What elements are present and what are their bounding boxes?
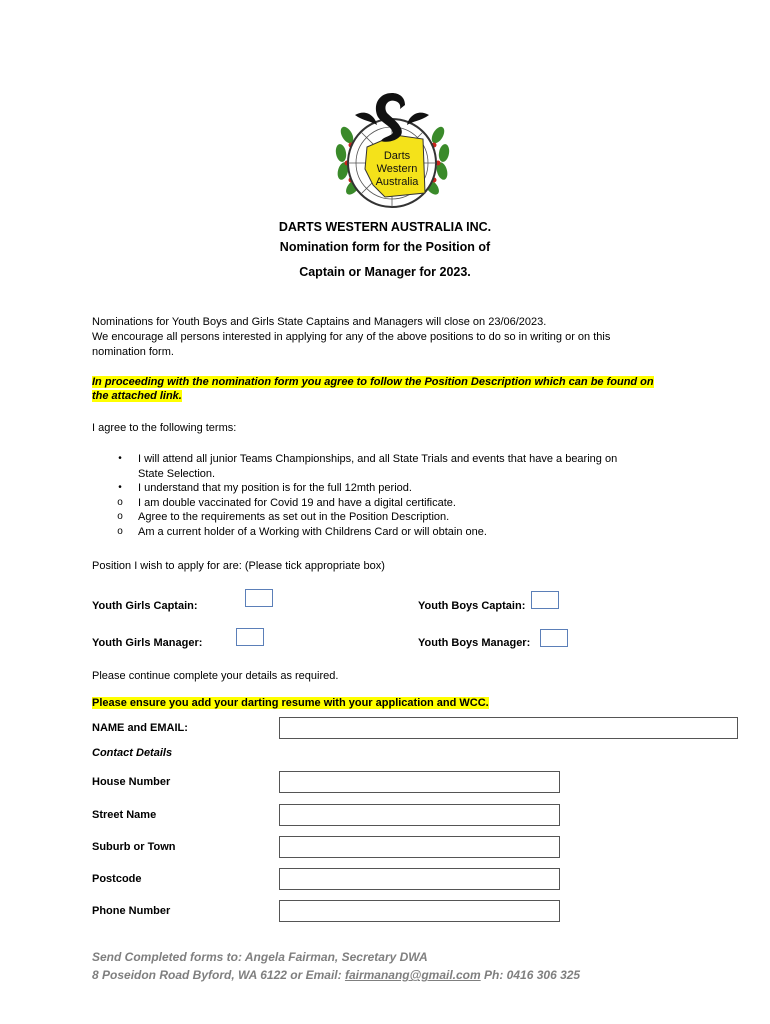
intro-line3: nomination form. (92, 346, 174, 358)
org-heading: DARTS WESTERN AUSTRALIA INC. (278, 220, 492, 234)
form-title-line1: Nomination form for the Position of (279, 240, 491, 254)
phone-number-field[interactable] (279, 900, 560, 922)
list-item: o I am double vaccinated for Covid 19 and have a digital certificate. (117, 496, 456, 509)
suburb-field[interactable] (279, 836, 560, 858)
youth-girls-manager-checkbox[interactable] (236, 628, 264, 646)
resume-notice: Please ensure you add your darting resume with your application and WCC. (92, 697, 489, 709)
postcode-label: Postcode (92, 873, 142, 885)
footer-phone: Ph: 0416 306 325 (480, 968, 581, 982)
footer-line2 (92, 966, 580, 984)
youth-boys-captain-label: Youth Boys Captain: (418, 600, 526, 612)
phone-number-label: Phone Number (92, 905, 171, 917)
footer-line1: Send Completed forms to: Angela Fairman, Secretary DWA (92, 950, 428, 964)
name-email-label: NAME and EMAIL: (92, 722, 188, 734)
continue-instruction: Please continue complete your details as required. (92, 670, 339, 682)
terms-list (92, 452, 692, 539)
logo-line-darts: Darts (383, 150, 411, 162)
suburb-label: Suburb or Town (92, 841, 176, 853)
street-name-label: Street Name (92, 809, 157, 821)
postcode-field[interactable] (279, 868, 560, 890)
youth-girls-manager-label: Youth Girls Manager: (92, 637, 203, 649)
notice-line2: the attached link. (92, 390, 182, 402)
form-title-line2: Captain or Manager for 2023. (299, 265, 471, 279)
youth-girls-captain-checkbox[interactable] (245, 589, 273, 607)
intro-line1: Nominations for Youth Boys and Girls State Captains and Managers will close on 23/06/2023. (92, 316, 547, 328)
positions-prompt: Position I wish to apply for are: (Please tick appropriate box) (92, 560, 385, 572)
list-item: o Agree to the requirements as set out in the Position Description. (117, 511, 450, 523)
house-number-field[interactable] (279, 771, 560, 793)
youth-boys-manager-label: Youth Boys Manager: (418, 637, 531, 649)
footer-email-link[interactable]: fairmanang@gmail.com (344, 968, 481, 982)
intro-line2: We encourage all persons interested in applying for any of the above positions to do so in writing or on this (92, 331, 611, 343)
youth-boys-manager-checkbox[interactable] (540, 629, 568, 647)
list-item: o Am a current holder of a Working with Childrens Card or will obtain one. (117, 525, 487, 538)
list-item: • I will attend all junior Teams Championships, and all State Trials and events that have a bearing on State Selection. (118, 453, 618, 480)
darts-western-australia-logo (325, 85, 460, 215)
youth-boys-captain-checkbox[interactable] (531, 591, 559, 609)
logo-line-australia: Australia (375, 176, 419, 188)
name-email-field[interactable] (279, 717, 738, 739)
youth-girls-captain-label: Youth Girls Captain: (92, 600, 198, 612)
list-item: • I understand that my position is for the full 12mth period. (118, 482, 412, 494)
footer-address: 8 Poseidon Road Byford, WA 6122 or Email: (92, 968, 345, 982)
house-number-label: House Number (92, 776, 171, 788)
street-name-field[interactable] (279, 804, 560, 826)
logo-line-western: Western (376, 163, 418, 175)
notice-line1: In proceeding with the nomination form you agree to follow the Position Description which can be found on (92, 376, 654, 388)
contact-details-heading: Contact Details (92, 747, 173, 759)
terms-heading: I agree to the following terms: (92, 422, 237, 434)
